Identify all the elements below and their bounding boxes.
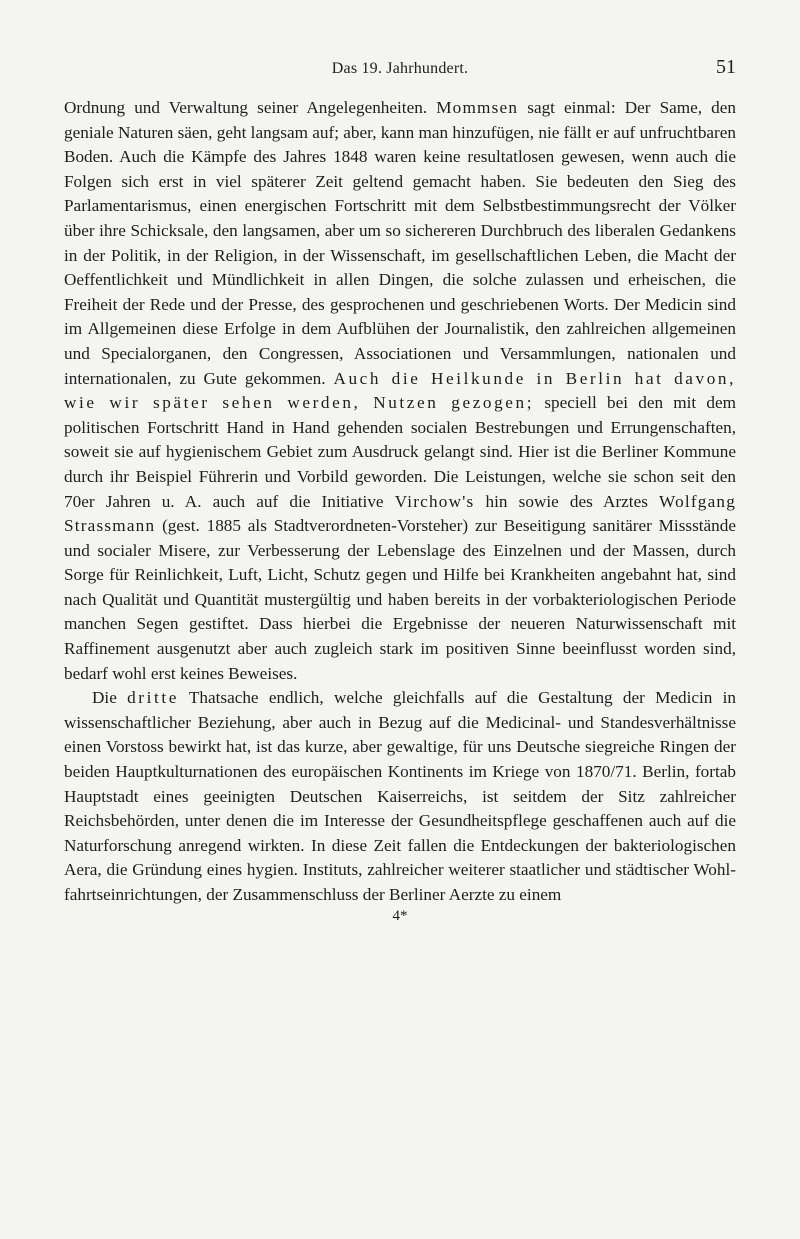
text-run: sagt einmal: Der Same, den geniale Naturen säen, geht langsam auf; aber, kann man hinzufügen, nie fällt er auf unfruchtbaren Boden. Auch die Kämpfe des Jahres 1848 waren keine resultatlosen gewesen, wenn auch die Folgen sich erst in viel späterer Zeit geltend gemacht haben. Sie bedeuten den Sieg des Parlamentarismus, einen energischen Fortschritt mit dem Selbstbestimmungsrecht der Völker über ihre Schicksale, den langsamen, aber um so sichereren Durchbruch des liberalen Gedankens in der Politik, in der Religion, in der Wissenschaft, im gesellschaftlichen Leben, die Macht der Oeffentlichkeit und Mündlichkeit in allen Dingen, die solche zulassen und erheischen, die Freiheit der Rede und der Presse, des gesprochenen und geschriebenen Worts. Der Medicin sind im Allgemeinen diese Erfolge in dem Aufblühen der Journalistik, den zahlreichen allgemeinen und Specialorganen, den Congressen, Associationen und Versammlungen, nationalen und internationalen, zu Gute gekommen. <box>64 98 736 388</box>
name-mommsen: Mommsen <box>436 98 519 117</box>
text-run: (gest. 1885 als Stadtverordneten-Vorsteher) zur Beseitigung sanitärer Missstände und socialer Misere, zur Verbesserung der Lebenslage des Einzelnen und der Massen, durch Sorge für Reinlichkeit, Luft, Licht, Schutz gegen und Hilfe bei Krankheiten angebahnt hat, sind nach Qualität und Quantität mustergültig und haben bereits in der vorbakteriologischen Periode manchen Segen gestiftet. Dass hierbei die Ergebnisse der neueren Naturwissenschaft mit Raffinement ausgenutzt aber auch zugleich stark im positiven Sinne beeinflusst worden sind, bedarf wohl erst keines Beweises. <box>64 516 736 683</box>
text-run: Ordnung und Verwaltung seiner Angelegenheiten. <box>64 98 437 117</box>
book-page <box>64 56 736 925</box>
paragraph-1 <box>64 96 736 686</box>
text-run: speciell bei den mit dem politischen Fortschritt Hand in Hand gehenden socialen Bestrebungen und Errungenschaften, soweit sie auf hygienischem Gebiet zum Ausdruck gelangt sind. Hier ist die Berliner Kommune durch ihr Beispiel Führerin und Vorbild geworden. Die Leistungen, welche sie schon seit den 70er Jahren u. A. auch auf die Initiative <box>64 393 736 511</box>
paragraph-2 <box>64 686 736 907</box>
page-number: 51 <box>716 56 736 78</box>
name-virchow: Virchow's <box>394 491 475 511</box>
name-strassmann: Wolfgang Strassmann <box>64 491 736 536</box>
running-header <box>64 56 736 88</box>
text-run: Thatsache endlich, welche gleichfalls auf die Gestaltung der Medicin in wissenschaftlicher Beziehung, aber auch in Bezug auf die Medicinal- und Standesverhältnisse einen Vorstoss bewirkt hat, ist das kurze, aber gewaltige, für uns Deutsche siegreiche Ringen der beiden Hauptkulturnationen des europäischen Kontinents im Kriege von 1870/71. Berlin, fortab Hauptstadt eines geeinigten Deutschen Kaiserreichs, ist seitdem der Sitz zahlreicher Reichsbehörden, unter denen die im Interesse der Gesundheitspflege geschaffenen auch auf die Naturforschung anregend wirkten. In diese Zeit fallen die Entdeckungen der bakteriologischen Aera, die Gründung eines hygien. Instituts, zahlreicher weiterer staatlicher und städtischer Wohlfahrtseinrichtungen, der Zusammenschluss der Berliner Aerzte zu einem <box>64 688 736 904</box>
running-title: Das 19. Jahrhundert. <box>331 60 469 77</box>
text-run: hin sowie des Arztes <box>474 491 660 511</box>
text-run: Die <box>92 688 128 708</box>
body-text <box>64 96 736 908</box>
spaced-dritte: dritte <box>127 688 179 708</box>
signature-mark: 4* <box>392 907 408 924</box>
spaced-emphasis: Auch die Heilkunde in Berlin hat davon, wie wir später sehen werden, Nutzen gezogen; <box>64 368 736 413</box>
